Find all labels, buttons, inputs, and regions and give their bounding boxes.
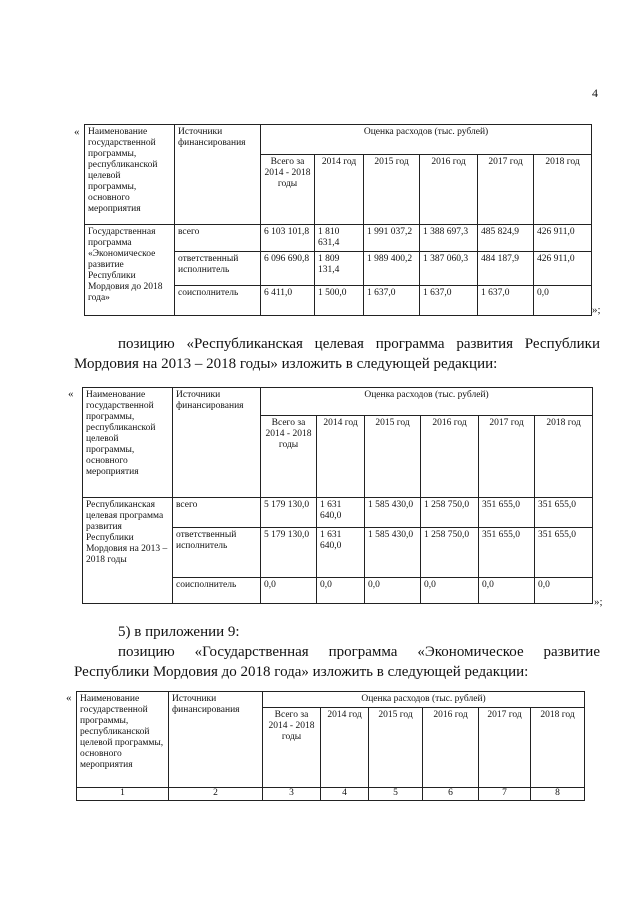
value-cell: 1 585 430,0 [365, 528, 421, 578]
value-cell: 1 810 631,4 [315, 225, 364, 252]
source-cell: всего [175, 225, 261, 252]
column-number: 6 [423, 788, 479, 801]
quote-close-b: »; [594, 596, 603, 608]
header-2018: 2018 год [531, 708, 585, 788]
value-cell: 1 500,0 [315, 286, 364, 316]
value-cell: 1 387 060,3 [420, 252, 478, 286]
header-total: Всего за 2014 - 2018 годы [261, 155, 315, 225]
header-2014: 2014 год [321, 708, 369, 788]
header-cost-estimate: Оценка расходов (тыс. рублей) [263, 692, 585, 708]
source-cell: соисполнитель [173, 578, 261, 604]
value-cell: 1 631 640,0 [317, 528, 365, 578]
header-name: Наименование государственной программы, республиканской целевой программы, основного мероприятия [83, 388, 173, 498]
paragraph-line: Мордовия на 2013 – 2018 годы» изложить в следующей редакции: [74, 356, 498, 372]
value-cell: 0,0 [421, 578, 479, 604]
column-number: 3 [263, 788, 321, 801]
value-cell: 1 637,0 [478, 286, 534, 316]
source-cell: соисполнитель [175, 286, 261, 316]
program-name: Республиканская целевая программа развития Республики Мордовия на 2013 – 2018 годы [83, 498, 173, 604]
header-sources: Источники финансирования [169, 692, 263, 788]
header-2017: 2017 год [479, 416, 535, 498]
quote-open-b: « [68, 388, 74, 400]
header-cost-estimate: Оценка расходов (тыс. рублей) [261, 125, 592, 155]
quote-open-a: « [74, 126, 80, 138]
header-2017: 2017 год [479, 708, 531, 788]
column-number-row [77, 788, 585, 801]
value-cell: 485 824,9 [478, 225, 534, 252]
value-cell: 351 655,0 [535, 498, 593, 528]
value-cell: 0,0 [534, 286, 592, 316]
value-cell: 351 655,0 [479, 498, 535, 528]
value-cell: 1 637,0 [420, 286, 478, 316]
column-number: 1 [77, 788, 169, 801]
header-total: Всего за 2014 - 2018 годы [263, 708, 321, 788]
column-number: 8 [531, 788, 585, 801]
header-2015: 2015 год [365, 416, 421, 498]
column-number: 5 [369, 788, 423, 801]
source-cell: всего [173, 498, 261, 528]
header-name: Наименование государственной программы, республиканской целевой программы, основного мероприятия [77, 692, 169, 788]
paragraph-line: Республики Мордовия до 2018 года» изложить в следующей редакции: [74, 664, 529, 680]
value-cell: 426 911,0 [534, 252, 592, 286]
header-cost-estimate: Оценка расходов (тыс. рублей) [261, 388, 593, 416]
column-number: 2 [169, 788, 263, 801]
table-row [85, 225, 592, 252]
source-cell: ответственный исполнитель [173, 528, 261, 578]
header-sources: Источники финансирования [173, 388, 261, 498]
value-cell: 0,0 [365, 578, 421, 604]
value-cell: 1 258 750,0 [421, 528, 479, 578]
header-2014: 2014 год [315, 155, 364, 225]
table-a [84, 124, 592, 316]
value-cell: 1 258 750,0 [421, 498, 479, 528]
header-total: Всего за 2014 - 2018 годы [261, 416, 317, 498]
header-2018: 2018 год [534, 155, 592, 225]
page-number: 4 [592, 86, 598, 100]
value-cell: 1 585 430,0 [365, 498, 421, 528]
value-cell: 1 637,0 [364, 286, 420, 316]
source-cell: ответственный исполнитель [175, 252, 261, 286]
program-name: Государственная программа «Экономическое развитие Республики Мордовия до 2018 года» [85, 225, 175, 316]
value-cell: 6 096 690,8 [261, 252, 315, 286]
header-name: Наименование государственной программы, республиканской целевой программы, основного мероприятия [85, 125, 175, 225]
quote-open-c: « [66, 692, 72, 704]
header-2016: 2016 год [423, 708, 479, 788]
column-number: 7 [479, 788, 531, 801]
value-cell: 5 179 130,0 [261, 498, 317, 528]
header-2014: 2014 год [317, 416, 365, 498]
header-sources: Источники финансирования [175, 125, 261, 225]
header-2018: 2018 год [535, 416, 593, 498]
value-cell: 0,0 [535, 578, 593, 604]
value-cell: 6 411,0 [261, 286, 315, 316]
value-cell: 351 655,0 [479, 528, 535, 578]
value-cell: 0,0 [479, 578, 535, 604]
value-cell: 6 103 101,8 [261, 225, 315, 252]
header-2017: 2017 год [478, 155, 534, 225]
value-cell: 484 187,9 [478, 252, 534, 286]
table-row [83, 498, 593, 528]
paragraph-line: позицию «Республиканская целевая программа развития Республики [118, 336, 600, 352]
value-cell: 1 989 400,2 [364, 252, 420, 286]
header-2015: 2015 год [369, 708, 423, 788]
value-cell: 1 991 037,2 [364, 225, 420, 252]
value-cell: 1 631 640,0 [317, 498, 365, 528]
column-number: 4 [321, 788, 369, 801]
value-cell: 0,0 [261, 578, 317, 604]
value-cell: 1 809 131,4 [315, 252, 364, 286]
quote-close-a: »; [592, 304, 601, 316]
header-2015: 2015 год [364, 155, 420, 225]
paragraph-line: позицию «Государственная программа «Экономическое развитие [118, 644, 600, 660]
header-2016: 2016 год [421, 416, 479, 498]
table-c [76, 691, 585, 801]
value-cell: 426 911,0 [534, 225, 592, 252]
header-2016: 2016 год [420, 155, 478, 225]
table-b [82, 387, 593, 604]
value-cell: 0,0 [317, 578, 365, 604]
paragraph-line: 5) в приложении 9: [118, 624, 240, 640]
value-cell: 351 655,0 [535, 528, 593, 578]
value-cell: 5 179 130,0 [261, 528, 317, 578]
value-cell: 1 388 697,3 [420, 225, 478, 252]
